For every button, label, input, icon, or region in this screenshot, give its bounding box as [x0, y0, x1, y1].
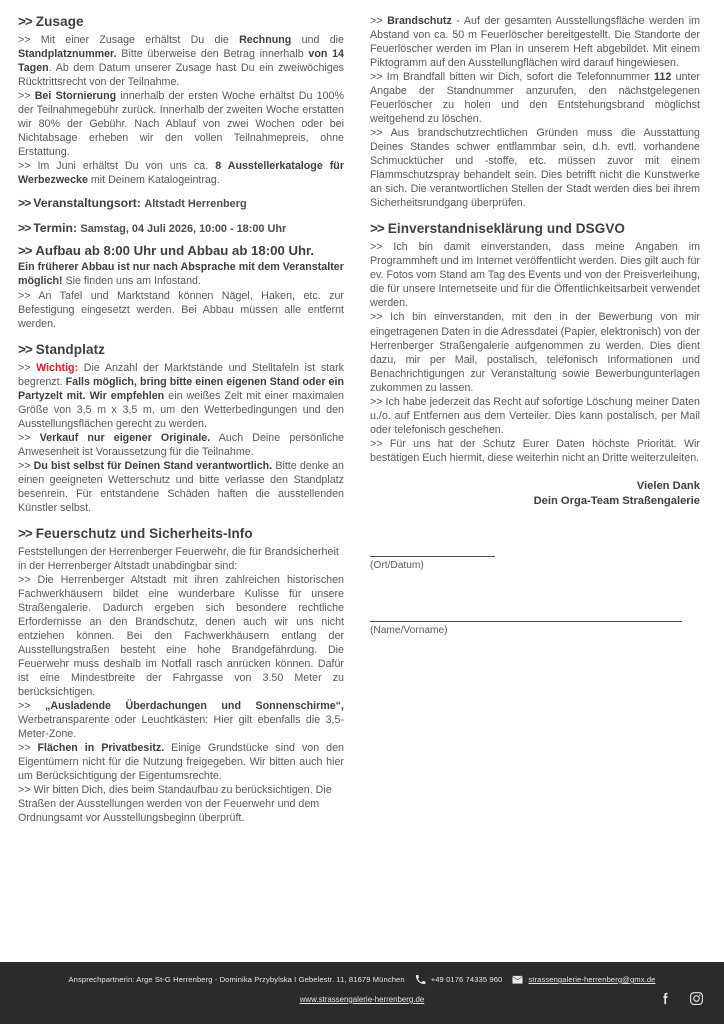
paragraph-zusage-3	[18, 159, 344, 187]
footer-website-link[interactable]: www.strassengalerie-herrenberg.de	[299, 995, 425, 1004]
paragraph-feuerschutz-altstadt: >> Die Herrenberger Altstadt mit ihren zahlreichen historischen Fachwerkhäusern bildet eine wunderbare Kulisse für unsere Straßengalerie. Dadurch ergeben sich besondere rechtliche Erfordernisse an den Brandschutz, denen auch wir uns nicht entziehen können. Bei den Fachwerkhäusern entlang der Ausstellungstraßen besteht eine hohe Brandgefährdung. Die Feuerwehr muss deshalb im Notfall rasch anrücken können. Dafür ist eine Mindestbreite der Fahrgasse von 3.50 Meter zu berücksichtigen.	[18, 574, 344, 699]
heading-feuerschutz	[18, 526, 344, 542]
footer-social-links	[658, 991, 704, 1006]
right-column	[362, 0, 724, 962]
footer-phone[interactable]	[415, 974, 503, 985]
paragraph-standplatz-3	[18, 459, 344, 515]
footer-contact-row	[0, 974, 724, 985]
paragraph-zusage-2	[18, 89, 344, 159]
text-run: >> Im Brandfall bitten wir Dich, sofort die Telefonnummer	[370, 71, 655, 84]
heading-zusage	[18, 14, 344, 30]
chevron-marker: >>	[18, 14, 32, 29]
heading-dsgvo	[370, 221, 700, 237]
heading-standplatz-label: Standplatz	[35, 341, 106, 357]
veranstaltungsort-value: Altstadt Herrenberg	[144, 198, 247, 211]
footer-phone-number: +49 0176 74335 960	[430, 975, 503, 984]
paragraph-feuerschutz-standaufbau: >> Wir bitten Dich, dies beim Standaufbau zu berücksichtigen. Die Straßen der Ausstellungen werden von der Feuerwehr und dem Ordnungsamt vor Ausstellungsbeginn überprüft.	[18, 784, 332, 825]
text-run-bold: Bei Stornierung	[34, 90, 117, 103]
heading-feuerschutz-label: Feuerschutz und Sicherheits-Info	[35, 525, 253, 541]
mail-icon	[512, 974, 523, 985]
text-run-bold: Flächen in Privatbesitz.	[37, 742, 165, 755]
field-termin	[18, 221, 344, 237]
text-run: >>	[18, 459, 34, 472]
text-run-bold: Rechnung	[239, 34, 292, 47]
paragraph-dsgvo-2: >> Ich bin einverstanden, mit den in der Bewerbung von mir eingetragenen Daten in die Adressdatei (Papier, elektronisch) von der Herrenberger Straßengalerie aufgenommen zu werden. Dies dient dazu, mir per Mail, postalisch, telefonisch Informationen und Benachrichtigungen zur Veranstaltung sowie Bewerbungunterlagen zukommen zu lassen.	[370, 311, 700, 394]
text-run: >> Im Juni erhältst Du von uns ca.	[18, 160, 216, 173]
text-run-bold: Verkauf nur eigener Originale.	[39, 431, 211, 444]
text-run-bold: 8 Ausstellerkataloge für Werbezwecke	[18, 160, 344, 187]
veranstaltungsort-label: Veranstaltungsort:	[33, 196, 141, 211]
emergency-number: 112	[654, 71, 672, 84]
text-run: ein weißes Zelt mit einer maximalen Größe von 3,5 m x 3,5 m, um den Wetterbedingungen und den Ausstellungsflächen gerecht zu werden.	[18, 389, 345, 430]
text-run: Bitte denke an einen geeigneten Wetterschutz und bitte verlasse den Standplatz besenrein. Für entstandene Schäden haften die ausstellenden Künstler selbst.	[18, 459, 344, 514]
signature-rule-name-vorname	[370, 621, 682, 622]
text-run: Die Anzahl der Marktstände und Stelltafeln ist stark begrenzt.	[18, 361, 345, 388]
paragraph-standplatz-1	[18, 361, 344, 431]
aufbau-abbau-text: Aufbau ab 8:00 Uhr und Abbau ab 18:00 Uhr.	[35, 243, 315, 259]
text-run: und die	[291, 34, 344, 47]
left-column	[0, 0, 362, 962]
paragraph-zusage-1	[18, 33, 344, 89]
chevron-marker: >>	[18, 341, 32, 357]
text-run: Werbetransparente oder Leuchtkästen: Hier gilt ebenfalls die 3,5-Meter-Zone.	[18, 714, 344, 741]
field-veranstaltungsort	[18, 196, 344, 212]
text-run: innerhalb der ersten Woche erhältst Du 100% der Teilnahmegebühr zurück. Innerhalb der zweiten Woche erstatten wir 80% der Gebühr. Nach Ablauf von zwei Wochen oder bei Nichtabsage erheben wir den vollen Teilnahmepreis, ohne Erstattung.	[18, 90, 344, 159]
paragraph-tafel-marktstand: >> An Tafel und Marktstand können Nägel, Haken, etc. zur Befestigung eingesetzt werden. Bei Abbau müssen alle entfernt werden.	[18, 289, 344, 330]
text-run: . Ab dem Datum unserer Zusage hast Du ein zweiwöchiges Rücktrittsrecht von der Teilnahme.	[18, 62, 344, 89]
paragraph-dsgvo-1: >> Ich bin damit einverstanden, dass meine Angaben im Programmheft und im Internet veröffentlicht werden. Dies gilt auch für ev. Fotos vom Stand am Tag des Events und von der Preisverleihung, die für unsere Internetseite und für die Öffentlichkeitsarbeit verwendet werden.	[370, 241, 700, 310]
page-footer	[0, 962, 724, 1024]
text-run: >>	[18, 700, 46, 713]
chevron-marker: >>	[18, 525, 32, 541]
text-run: Einige Grundstücke sind von den Eigentümern nicht für die Nutzung freigegeben. Wir bitten auch hier um Berücksichtigung der Eigentumsrechte.	[18, 742, 344, 783]
signature-label-ort-datum: (Ort/Datum)	[370, 559, 424, 571]
closing-line-1: Vielen Dank	[636, 479, 700, 492]
paragraph-dsgvo-4: >> Für uns hat der Schutz Eurer Daten höchste Priorität. Wir bestätigen Euch hiermit, diese weiterhin nicht an Dritte weiterzuleiten.	[370, 437, 700, 464]
footer-email[interactable]	[512, 974, 655, 985]
text-run: mit Deinem Katalogeintrag.	[87, 174, 220, 187]
text-run: unter Angabe der Standnummer anzurufen, den nächstgelegenen Feuerlöscher zu holen und den Entstehungsbrand möglichst weitgehend zu löschen.	[370, 71, 700, 126]
chevron-marker: >>	[18, 221, 31, 236]
text-run: - Auf der gesamten Ausstellungsfläche werden im Abstand von ca. 50 m Feuerlöscher bereitgestellt. Die Standorte der Feuerlöscher werden im Plan in unserem Heft abgebildet. Mit einem Piktogramm auf den Ausstellungflächen wird darauf hingewiesen.	[370, 15, 701, 70]
heading-zusage-label: Zusage	[35, 14, 84, 29]
paragraph-feuerschutz-privatbesitz	[18, 741, 344, 783]
signature-rule-ort-datum	[370, 556, 495, 557]
heading-dsgvo-label: Einverstandniseklärung und DSGVO	[387, 221, 626, 237]
important-label: Wichtig:	[36, 361, 79, 374]
text-run-bold: Brandschutz	[387, 15, 452, 27]
text-run: >>	[18, 90, 35, 103]
abbau-bold-text: Ein früherer Abbau ist nur nach Absprache mit dem Veranstalter möglich!	[18, 261, 344, 288]
signature-field-name-vorname[interactable]	[370, 621, 700, 636]
termin-value: Samstag, 04 Juli 2026, 10:00 - 18:00 Uhr	[80, 223, 287, 236]
paragraph-standplatz-2	[18, 431, 344, 459]
abbau-rest-text: Sie finden uns am Infostand.	[62, 275, 201, 288]
phone-icon	[415, 974, 426, 985]
text-run-bold: Du bist selbst für Deinen Stand verantwortlich.	[33, 459, 273, 472]
signature-label-name-vorname: (Name/Vorname)	[370, 624, 448, 636]
footer-website-row	[0, 995, 724, 1004]
paragraph-brandschutz-1	[370, 14, 700, 70]
paragraph-feuerschutz-intro: Feststellungen der Herrenberger Feuerwehr, die für Brandsicherheit in der Herrenberger Altstadt unabdingbar sind:	[18, 546, 339, 573]
closing-line-2: Dein Orga-Team Straßengalerie	[533, 495, 700, 508]
instagram-icon[interactable]	[689, 991, 704, 1006]
heading-standplatz	[18, 342, 344, 358]
chevron-marker: >>	[370, 221, 384, 237]
paragraph-brandschutz-3: >> Aus brandschutzrechtlichen Gründen muss die Ausstattung Deines Standes schwer entflammbar sein, d.h. evtl. vorhandene Schmucktücher und -stoffe, etc. müssen zuvor mit einem Flammschutzspray behandelt sein. Dies betrifft nicht die Kunstwerke an sich. Die verantwortlichen Stellen der Stadt werden dies bei ihrem Sicherheitsrundgang überprüfen.	[370, 127, 700, 210]
footer-email-address: strassengalerie-herrenberg@gmx.de	[528, 975, 656, 984]
text-run: Bitte überweise den Betrag innerhalb	[116, 48, 309, 61]
text-run-bold: Standplatznummer.	[18, 48, 117, 61]
text-run: Auch Deine persönliche Anwesenheit ist Voraussetzung für die Teilnahme.	[18, 431, 345, 458]
text-run-bold: von 14 Tagen	[18, 48, 344, 75]
chevron-marker: >>	[18, 243, 32, 259]
text-run: >>	[18, 361, 37, 374]
text-run: >>	[18, 742, 38, 755]
chevron-marker: >>	[18, 196, 31, 211]
text-run-bold: „Ausladende Überdachungen und Sonnenschirme“,	[45, 700, 344, 713]
text-run: >>	[18, 431, 40, 444]
note-abbau-absprache	[18, 260, 344, 288]
text-run-bold: Falls möglich, bring bitte einen eigenen Stand oder ein Partyzelt mit. Wir empfehlen	[18, 375, 344, 402]
field-aufbau-abbau	[18, 243, 344, 258]
facebook-icon[interactable]	[658, 991, 673, 1006]
text-run: >>	[370, 15, 388, 27]
footer-contact-text: Ansprechpartnerin: Arge St-G Herrenberg - Dominika Przybylska I Gebelestr. 11, 81679 München	[68, 975, 405, 984]
signature-field-ort-datum[interactable]	[370, 556, 700, 571]
paragraph-brandschutz-2	[370, 70, 700, 126]
termin-label: Termin:	[33, 221, 78, 236]
paragraph-feuerschutz-ueberdachungen	[18, 699, 344, 741]
paragraph-dsgvo-3: >> Ich habe jederzeit das Recht auf sofortige Löschung meiner Daten u./o. auf Entfernen aus dem Verteiler. Dies kann postalisch, per Mail oder telefonisch geschehen.	[370, 395, 700, 436]
closing-block	[370, 479, 700, 510]
text-run: >> Mit einer Zusage erhältst Du die	[18, 34, 240, 47]
